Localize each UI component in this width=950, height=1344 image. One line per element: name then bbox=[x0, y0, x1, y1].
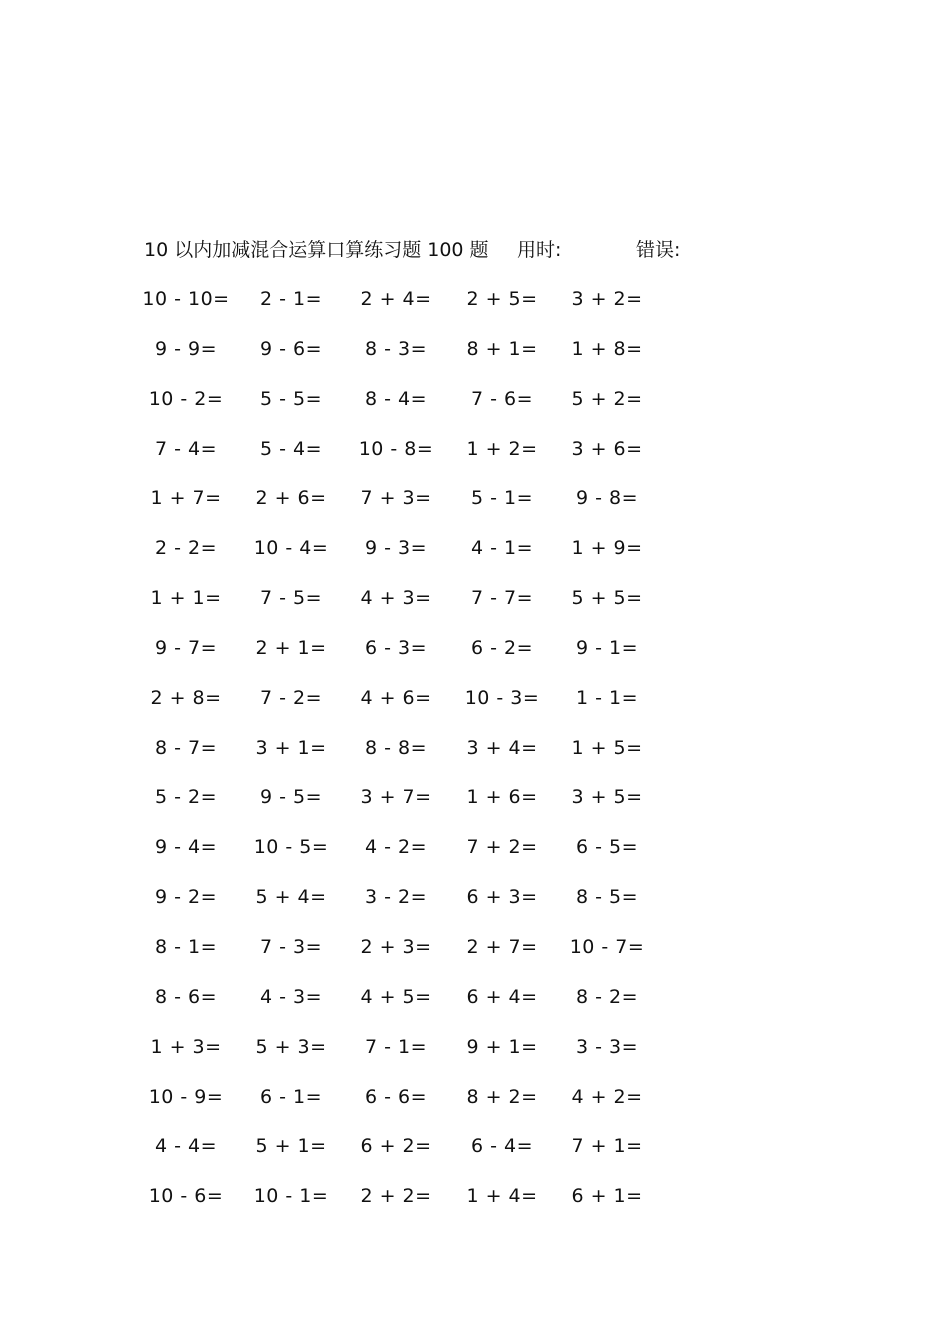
problem-item: 8 - 4= bbox=[364, 387, 428, 410]
problem-item: 10 - 2= bbox=[148, 387, 224, 410]
problem-item: 1 + 5= bbox=[571, 736, 643, 759]
time-label: 用时: bbox=[517, 239, 562, 261]
problem-item: 2 + 1= bbox=[255, 636, 327, 659]
problem-item: 2 + 4= bbox=[360, 288, 432, 310]
problem-item: 6 + 2= bbox=[360, 1135, 432, 1158]
problem-item: 6 - 6= bbox=[364, 1085, 428, 1108]
problem-item: 1 + 1= bbox=[150, 587, 222, 610]
problem-item: 9 - 6= bbox=[259, 337, 323, 360]
problem-item: 5 + 2= bbox=[571, 387, 643, 410]
problem-item: 7 - 5= bbox=[259, 587, 323, 610]
problem-item: 9 - 4= bbox=[154, 836, 218, 859]
problem-item: 6 + 4= bbox=[466, 985, 538, 1008]
problem-item: 10 - 6= bbox=[148, 1185, 224, 1208]
problem-item: 4 + 6= bbox=[360, 686, 432, 709]
problem-row bbox=[130, 285, 690, 335]
problem-item: 7 + 3= bbox=[360, 487, 432, 510]
problem-item: 2 + 3= bbox=[360, 935, 432, 958]
problem-item: 1 + 9= bbox=[571, 537, 643, 560]
problem-row bbox=[130, 833, 690, 883]
problem-item: 6 - 2= bbox=[470, 636, 534, 659]
problem-item: 8 - 3= bbox=[364, 337, 428, 360]
problem-item: 9 + 1= bbox=[466, 1035, 538, 1058]
problem-item: 5 + 5= bbox=[571, 587, 643, 610]
problem-row bbox=[130, 933, 690, 983]
problem-row bbox=[130, 1083, 690, 1133]
problem-item: 2 + 8= bbox=[150, 686, 222, 709]
problem-item: 4 - 3= bbox=[259, 985, 323, 1008]
problem-item: 2 + 2= bbox=[360, 1185, 432, 1208]
problem-item: 1 - 1= bbox=[575, 686, 639, 709]
problem-row bbox=[130, 385, 690, 435]
problem-item: 8 - 8= bbox=[364, 736, 428, 759]
problem-item: 5 + 3= bbox=[255, 1035, 327, 1058]
problem-item: 5 + 4= bbox=[255, 886, 327, 909]
problem-row bbox=[130, 435, 690, 485]
problem-item: 9 - 1= bbox=[575, 636, 639, 659]
problem-item: 10 - 4= bbox=[253, 537, 329, 560]
problem-item: 3 + 7= bbox=[360, 786, 432, 809]
problem-grid bbox=[130, 285, 690, 1232]
problem-row bbox=[130, 783, 690, 833]
problem-row bbox=[130, 1132, 690, 1182]
problem-item: 10 - 10= bbox=[142, 288, 230, 310]
problem-item: 6 + 3= bbox=[466, 886, 538, 909]
problem-item: 10 - 8= bbox=[358, 437, 434, 460]
problem-item: 4 - 2= bbox=[364, 836, 428, 859]
problem-item: 3 - 3= bbox=[575, 1035, 639, 1058]
problem-item: 8 - 5= bbox=[575, 886, 639, 909]
problem-item: 3 + 6= bbox=[571, 437, 643, 460]
problem-row bbox=[130, 634, 690, 684]
problem-item: 4 + 2= bbox=[571, 1085, 643, 1108]
problem-item: 9 - 7= bbox=[154, 636, 218, 659]
problem-row bbox=[130, 983, 690, 1033]
problem-item: 5 - 4= bbox=[259, 437, 323, 460]
problem-item: 1 + 6= bbox=[466, 786, 538, 809]
problem-item: 8 + 1= bbox=[466, 337, 538, 360]
problem-item: 2 + 7= bbox=[466, 935, 538, 958]
problem-item: 9 - 8= bbox=[575, 487, 639, 510]
problem-row bbox=[130, 484, 690, 534]
problem-item: 7 - 3= bbox=[259, 935, 323, 958]
error-label: 错误: bbox=[636, 239, 681, 261]
problem-item: 7 + 1= bbox=[571, 1135, 643, 1158]
problem-item: 1 + 7= bbox=[150, 487, 222, 510]
problem-item: 2 - 1= bbox=[259, 288, 323, 310]
problem-item: 5 - 5= bbox=[259, 387, 323, 410]
problem-item: 10 - 9= bbox=[148, 1085, 224, 1108]
problem-item: 2 + 5= bbox=[466, 288, 538, 310]
problem-item: 4 - 1= bbox=[470, 537, 534, 560]
problem-item: 8 - 7= bbox=[154, 736, 218, 759]
problem-item: 7 - 6= bbox=[470, 387, 534, 410]
problem-row bbox=[130, 335, 690, 385]
problem-row bbox=[130, 1033, 690, 1083]
problem-item: 8 - 2= bbox=[575, 985, 639, 1008]
problem-row bbox=[130, 734, 690, 784]
problem-item: 5 - 2= bbox=[154, 786, 218, 809]
problem-row bbox=[130, 883, 690, 933]
problem-item: 9 - 2= bbox=[154, 886, 218, 909]
problem-item: 5 + 1= bbox=[255, 1135, 327, 1158]
worksheet-title: 10 以内加减混合运算口算练习题 100 题 bbox=[144, 239, 489, 261]
problem-row bbox=[130, 684, 690, 734]
problem-item: 10 - 1= bbox=[253, 1185, 329, 1208]
problem-item: 1 + 2= bbox=[466, 437, 538, 460]
problem-item: 8 - 6= bbox=[154, 985, 218, 1008]
problem-item: 9 - 3= bbox=[364, 537, 428, 560]
problem-item: 10 - 5= bbox=[253, 836, 329, 859]
problem-item: 7 - 4= bbox=[154, 437, 218, 460]
problem-item: 2 - 2= bbox=[154, 537, 218, 560]
problem-item: 1 + 4= bbox=[466, 1185, 538, 1208]
problem-item: 9 - 9= bbox=[154, 337, 218, 360]
problem-item: 2 + 6= bbox=[255, 487, 327, 510]
problem-item: 8 + 2= bbox=[466, 1085, 538, 1108]
problem-item: 6 - 5= bbox=[575, 836, 639, 859]
problem-item: 3 + 4= bbox=[466, 736, 538, 759]
problem-item: 4 + 5= bbox=[360, 985, 432, 1008]
problem-item: 10 - 3= bbox=[464, 686, 540, 709]
problem-item: 6 - 1= bbox=[259, 1085, 323, 1108]
problem-item: 3 - 2= bbox=[364, 886, 428, 909]
problem-item: 10 - 7= bbox=[569, 935, 645, 958]
problem-item: 4 + 3= bbox=[360, 587, 432, 610]
problem-item: 9 - 5= bbox=[259, 786, 323, 809]
problem-item: 7 + 2= bbox=[466, 836, 538, 859]
problem-item: 7 - 2= bbox=[259, 686, 323, 709]
problem-item: 5 - 1= bbox=[470, 487, 534, 510]
problem-row bbox=[130, 534, 690, 584]
problem-item: 7 - 7= bbox=[470, 587, 534, 610]
problem-item: 3 + 1= bbox=[255, 736, 327, 759]
problem-item: 4 - 4= bbox=[154, 1135, 218, 1158]
problem-item: 3 + 2= bbox=[571, 288, 643, 310]
problem-item: 1 + 3= bbox=[150, 1035, 222, 1058]
problem-item: 6 + 1= bbox=[571, 1185, 643, 1208]
problem-row bbox=[130, 1182, 690, 1232]
problem-item: 6 - 3= bbox=[364, 636, 428, 659]
problem-item: 8 - 1= bbox=[154, 935, 218, 958]
problem-item: 3 + 5= bbox=[571, 786, 643, 809]
problem-item: 6 - 4= bbox=[470, 1135, 534, 1158]
problem-item: 7 - 1= bbox=[364, 1035, 428, 1058]
problem-item: 1 + 8= bbox=[571, 337, 643, 360]
problem-row bbox=[130, 584, 690, 634]
worksheet-header bbox=[144, 236, 764, 264]
